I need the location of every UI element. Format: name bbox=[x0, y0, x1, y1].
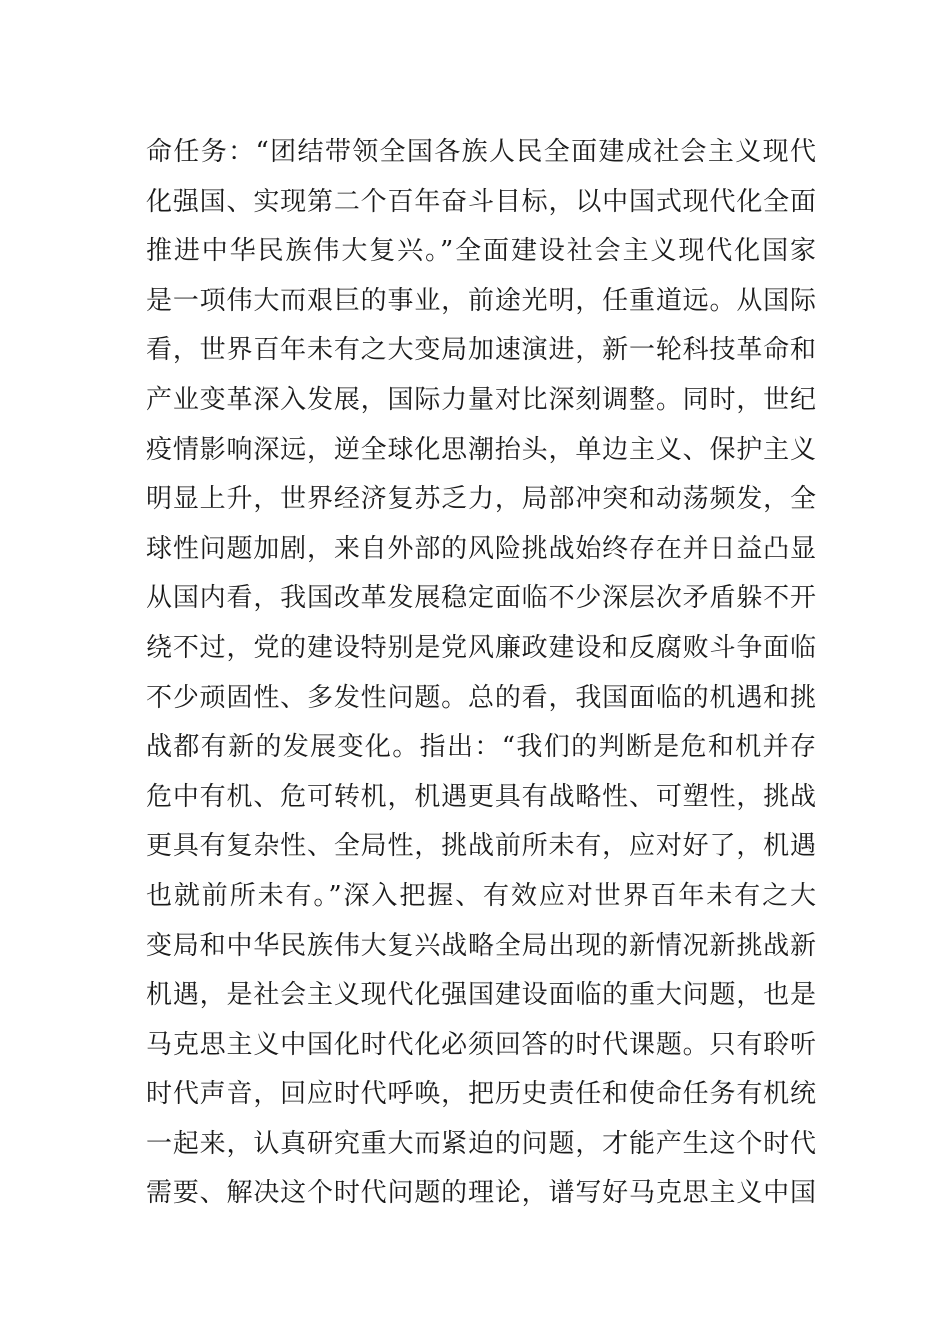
text-line: 更具有复杂性、全局性，挑战前所未有，应对好了，机遇 bbox=[146, 831, 816, 862]
text-line: 时代声音，回应时代呼唤，把历史责任和使命任务有机统 bbox=[146, 1079, 816, 1110]
text-line: 绕不过，党的建设特别是党风廉政建设和反腐败斗争面临 bbox=[146, 632, 816, 663]
text-line: 需要、解决这个时代问题的理论，谱写好马克思主义中国 bbox=[146, 1178, 816, 1209]
text-line: 危中有机、危可转机，机遇更具有战略性、可塑性，挑战 bbox=[146, 781, 816, 812]
text-line: 产业变革深入发展，国际力量对比深刻调整。同时，世纪 bbox=[146, 384, 816, 415]
text-line: 不少顽固性、多发性问题。总的看，我国面临的机遇和挑 bbox=[146, 682, 816, 713]
text-line: 命任务：“团结带领全国各族人民全面建成社会主义现代 bbox=[146, 137, 816, 167]
text-line: 疫情影响深远，逆全球化思潮抬头，单边主义、保护主义 bbox=[146, 434, 816, 465]
text-line: 是一项伟大而艰巨的事业，前途光明，任重道远。从国际 bbox=[146, 285, 816, 316]
text-line: 推进中华民族伟大复兴。”全面建设社会主义现代化国家 bbox=[146, 236, 816, 267]
text-line: 一起来，认真研究重大而紧迫的问题，才能产生这个时代 bbox=[146, 1128, 816, 1159]
text-line: 战都有新的发展变化。指出：“我们的判断是危和机并存 bbox=[146, 732, 816, 763]
text-line: 看，世界百年未有之大变局加速演进，新一轮科技革命和 bbox=[146, 335, 816, 366]
text-line: 机遇，是社会主义现代化强国建设面临的重大问题，也是 bbox=[146, 980, 816, 1011]
text-line: 化强国、实现第二个百年奋斗目标，以中国式现代化全面 bbox=[146, 186, 816, 217]
text-line: 明显上升，世界经济复苏乏力，局部冲突和动荡频发，全 bbox=[146, 484, 816, 515]
body-text bbox=[146, 128, 816, 1219]
text-line: 也就前所未有。”深入把握、有效应对世界百年未有之大 bbox=[146, 880, 816, 911]
text-line: 从国内看，我国改革发展稳定面临不少深层次矛盾躲不开 bbox=[146, 583, 816, 614]
text-line: 变局和中华民族伟大复兴战略全局出现的新情况新挑战新 bbox=[146, 930, 816, 961]
text-line: 球性问题加剧，来自外部的风险挑战始终存在并日益凸显 bbox=[146, 533, 816, 564]
text-line: 马克思主义中国化时代化必须回答的时代课题。只有聆听 bbox=[146, 1029, 816, 1060]
